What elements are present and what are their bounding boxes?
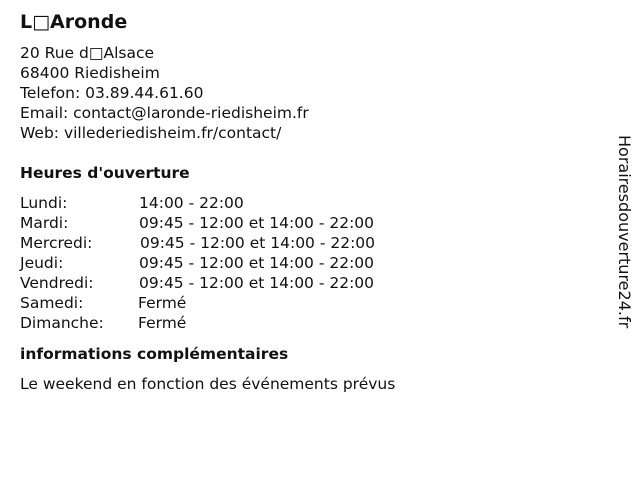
hours-time: Fermé: [138, 294, 187, 312]
hours-day: Lundi:: [20, 194, 68, 212]
hours-day: Vendredi:: [20, 274, 94, 292]
hours-heading: Heures d'ouverture: [20, 164, 190, 182]
hours-row-wednesday: [20, 233, 600, 253]
hours-day: Jeudi:: [20, 254, 64, 272]
hours-day: Dimanche:: [20, 314, 104, 332]
hours-time: 14:00 - 22:00: [139, 194, 244, 212]
watermark-sidebar: [612, 135, 636, 375]
hours-time: 09:45 - 12:00 et 14:00 - 22:00: [139, 274, 375, 292]
hours-row-tuesday: [20, 213, 600, 233]
phone-line: Telefon: 03.89.44.61.60: [20, 84, 204, 102]
hours-row-saturday: [20, 293, 600, 313]
info-text: Le weekend en fonction des événements prévus: [20, 375, 396, 393]
hours-time: Fermé: [138, 314, 187, 332]
hours-day: Mercredi:: [20, 234, 93, 252]
hours-time: 09:45 - 12:00 et 14:00 - 22:00: [139, 254, 375, 272]
hours-list: [20, 193, 600, 333]
hours-row-friday: [20, 273, 600, 293]
watermark-text: Horairesdouverture24.fr: [615, 135, 634, 329]
hours-time: 09:45 - 12:00 et 14:00 - 22:00: [140, 234, 376, 252]
email-line: Email: contact@laronde-riedisheim.fr: [20, 104, 309, 122]
hours-row-monday: [20, 193, 600, 213]
hours-row-thursday: [20, 253, 600, 273]
hours-day: Mardi:: [20, 214, 69, 232]
business-name: L□Aronde: [20, 11, 128, 33]
address-line-2: 68400 Riedisheim: [20, 64, 160, 82]
info-heading: informations complémentaires: [20, 345, 289, 363]
hours-time: 09:45 - 12:00 et 14:00 - 22:00: [139, 214, 375, 232]
hours-row-sunday: [20, 313, 600, 333]
address-line-1: 20 Rue d□Alsace: [20, 44, 155, 62]
hours-day: Samedi:: [20, 294, 84, 312]
web-line: Web: villederiedisheim.fr/contact/: [20, 124, 282, 142]
business-card: [20, 10, 600, 394]
